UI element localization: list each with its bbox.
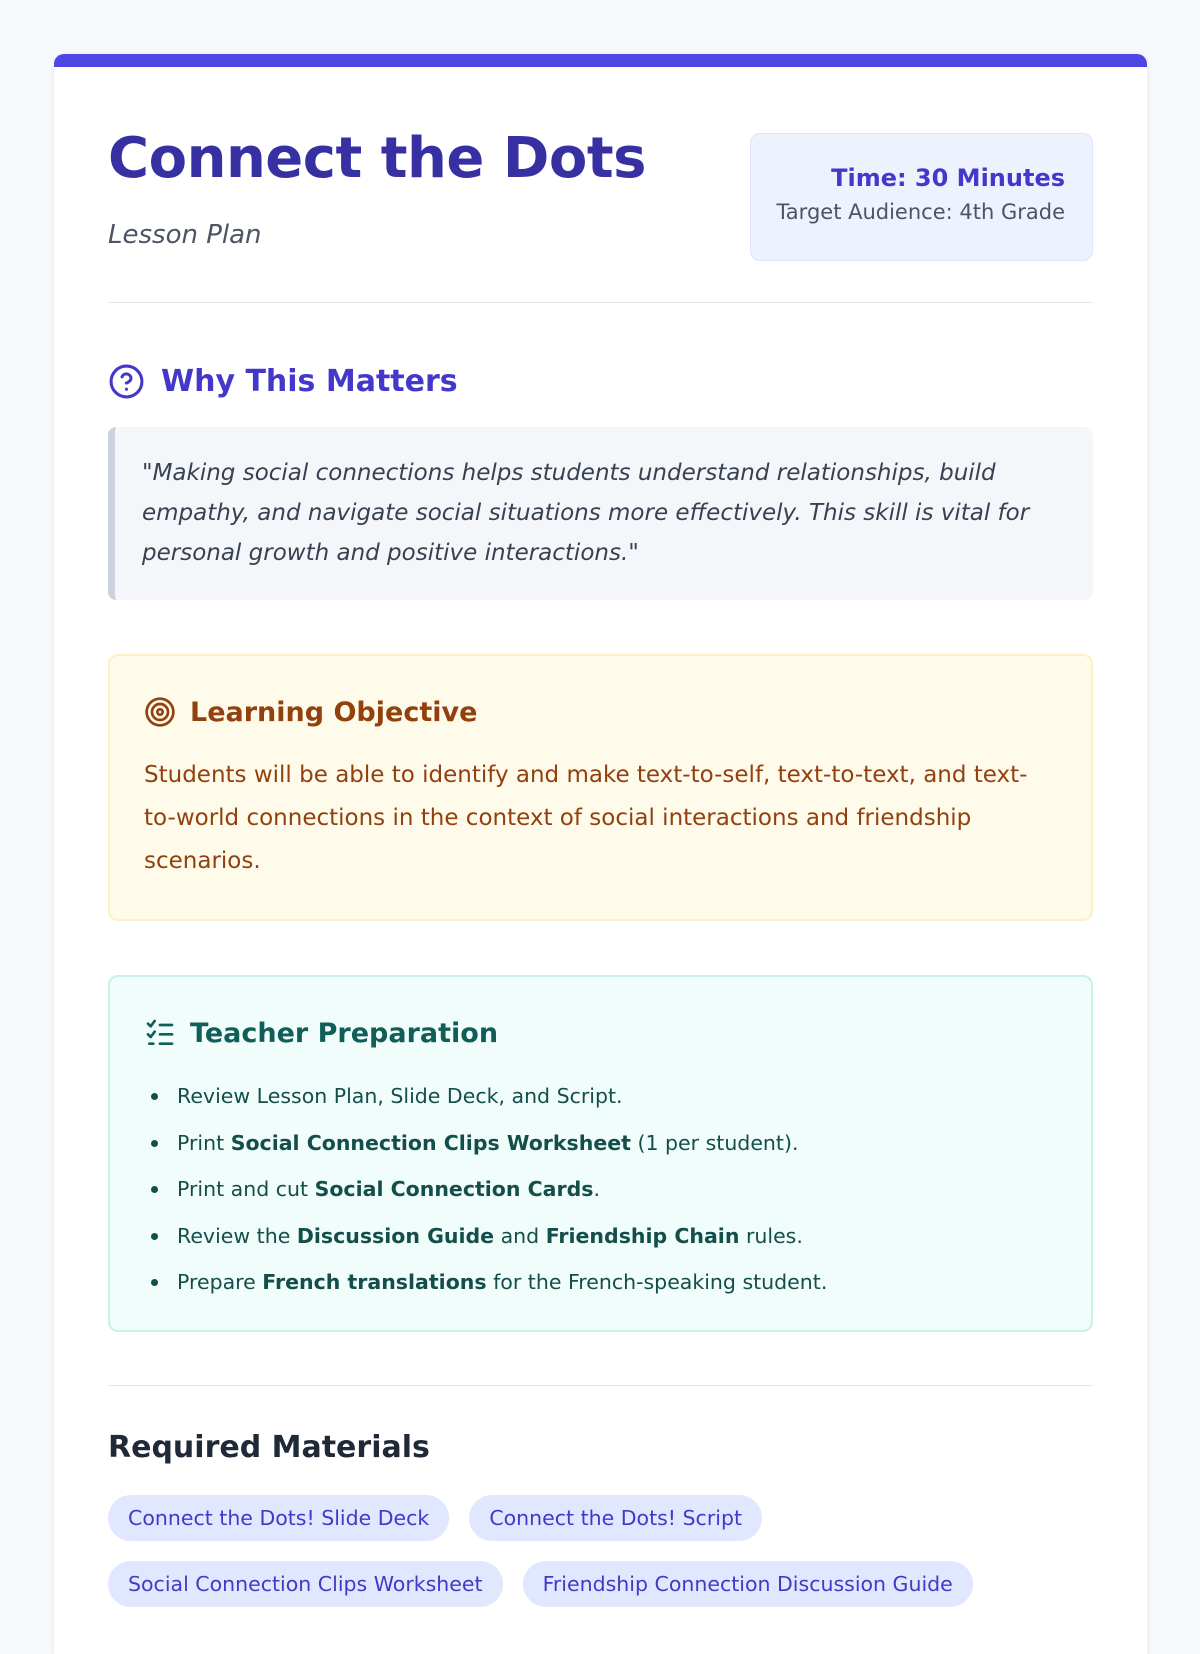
material-chip[interactable]: Connect the Dots! Script (469, 1495, 762, 1541)
lesson-plan-card (54, 54, 1147, 1654)
preparation-title: Teacher Preparation (190, 1017, 499, 1049)
question-circle-icon (108, 363, 145, 400)
page-subtitle: Lesson Plan (108, 220, 262, 250)
teacher-preparation-box (108, 975, 1093, 1332)
objective-heading (144, 694, 1057, 730)
preparation-heading (144, 1015, 1057, 1051)
material-chip[interactable]: Connect the Dots! Slide Deck (108, 1495, 449, 1541)
learning-objective-box (108, 654, 1093, 921)
page-title: Connect the Dots (108, 126, 646, 191)
checklist-icon (144, 1017, 176, 1049)
material-chip[interactable]: Social Connection Clips Worksheet (108, 1561, 503, 1607)
why-heading (108, 361, 1093, 401)
list-item: Prepare French translations for the French-speaking student. (144, 1259, 1057, 1306)
material-chip[interactable]: Friendship Connection Discussion Guide (523, 1561, 973, 1607)
materials-title: Required Materials (108, 1430, 430, 1465)
list-item: Review the Discussion Guide and Friendship Chain rules. (144, 1213, 1057, 1260)
accent-bar (54, 54, 1147, 67)
materials-list (108, 1495, 1093, 1607)
why-quote: "Making social connections helps students understand relationships, build empathy, and navigate social situations more effectively. This skill is vital for personal growth and positive interactions." (108, 427, 1093, 600)
target-icon (144, 696, 176, 728)
list-item: Print Social Connection Clips Worksheet (1 per student). (144, 1120, 1057, 1167)
why-title: Why This Matters (161, 363, 458, 399)
section-divider (108, 1385, 1093, 1386)
preparation-list (144, 1073, 1057, 1306)
list-item: Review Lesson Plan, Slide Deck, and Script. (144, 1073, 1057, 1120)
lesson-audience: Target Audience: 4th Grade (776, 200, 1065, 224)
lesson-header (108, 67, 1093, 303)
objective-text: Students will be able to identify and make text-to-self, text-to-text, and text-to-world connections in the context of social interactions and friendship scenarios. (144, 762, 1028, 874)
objective-title: Learning Objective (190, 696, 478, 728)
list-item: Print and cut Social Connection Cards. (144, 1166, 1057, 1213)
lesson-time: Time: 30 Minutes (831, 164, 1065, 192)
lesson-meta-box (750, 133, 1093, 261)
